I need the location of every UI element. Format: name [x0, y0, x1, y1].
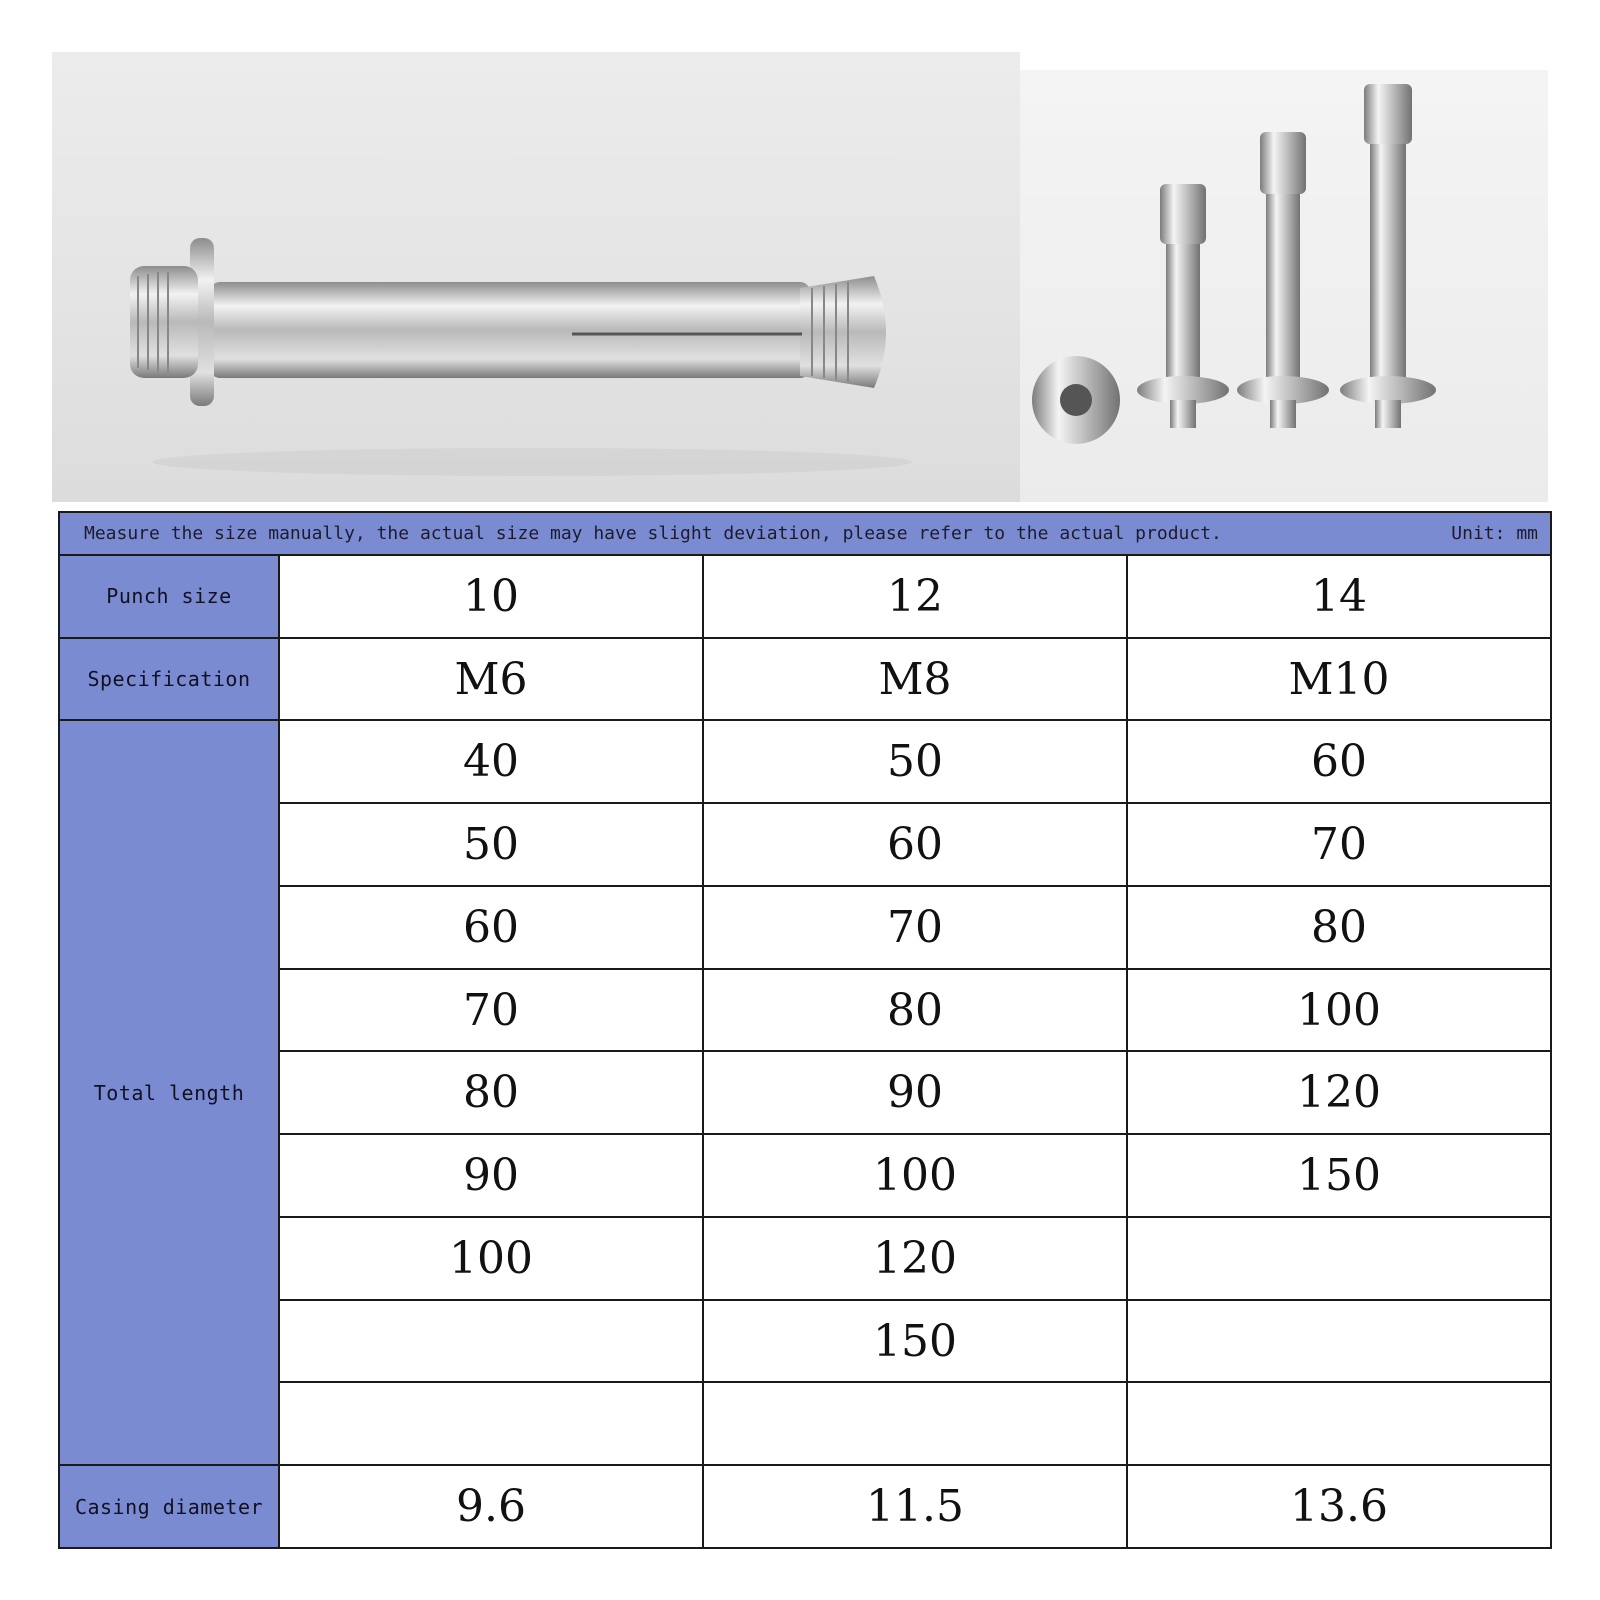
total-length-value: 100 [279, 1217, 703, 1300]
total-length-value [703, 1382, 1127, 1465]
notice-bar [59, 512, 1551, 555]
total-length-value: 60 [279, 886, 703, 969]
unit-label: Unit: mm [1451, 522, 1538, 544]
specification-value: M8 [703, 638, 1127, 721]
table-row [59, 1382, 1551, 1465]
casing-diameter-value: 11.5 [703, 1465, 1127, 1548]
punch-size-label: Punch size [59, 555, 279, 638]
total-length-value [279, 1382, 703, 1465]
notice-text: Measure the size manually, the actual size may have slight deviation, please refer to the actual product. [84, 522, 1222, 544]
table-row [59, 555, 1551, 638]
total-length-value: 50 [703, 720, 1127, 803]
table-row [59, 1300, 1551, 1383]
table-row [59, 1051, 1551, 1134]
table-row [59, 1465, 1551, 1548]
punch-size-value: 12 [703, 555, 1127, 638]
table-row [59, 720, 1551, 803]
table-row [59, 1134, 1551, 1217]
table-row [59, 638, 1551, 721]
total-length-value: 100 [703, 1134, 1127, 1217]
total-length-value: 70 [1127, 803, 1551, 886]
casing-diameter-value: 9.6 [279, 1465, 703, 1548]
total-length-value [1127, 1300, 1551, 1383]
total-length-value: 80 [1127, 886, 1551, 969]
punch-size-value: 10 [279, 555, 703, 638]
total-length-value: 70 [279, 969, 703, 1052]
total-length-value [1127, 1382, 1551, 1465]
table-row [59, 803, 1551, 886]
total-length-value: 150 [703, 1300, 1127, 1383]
total-length-value: 80 [703, 969, 1127, 1052]
table-row [59, 969, 1551, 1052]
total-length-value: 120 [1127, 1051, 1551, 1134]
punch-size-value: 14 [1127, 555, 1551, 638]
total-length-value: 70 [703, 886, 1127, 969]
total-length-value [1127, 1217, 1551, 1300]
total-length-value: 50 [279, 803, 703, 886]
casing-diameter-label: Casing diameter [59, 1465, 279, 1548]
expansion-bolt-set-photo [1020, 70, 1548, 502]
table-row [59, 886, 1551, 969]
total-length-value: 120 [703, 1217, 1127, 1300]
total-length-value: 60 [1127, 720, 1551, 803]
total-length-value: 60 [703, 803, 1127, 886]
specification-label: Specification [59, 638, 279, 721]
casing-diameter-value: 13.6 [1127, 1465, 1551, 1548]
total-length-value: 90 [279, 1134, 703, 1217]
total-length-label: Total length [59, 720, 279, 1465]
total-length-value: 80 [279, 1051, 703, 1134]
table-row [59, 1217, 1551, 1300]
total-length-value: 40 [279, 720, 703, 803]
total-length-value [279, 1300, 703, 1383]
spec-table [58, 511, 1552, 1549]
total-length-value: 100 [1127, 969, 1551, 1052]
specification-value: M10 [1127, 638, 1551, 721]
total-length-value: 150 [1127, 1134, 1551, 1217]
expansion-bolt-photo [52, 52, 1020, 502]
specification-value: M6 [279, 638, 703, 721]
total-length-value: 90 [703, 1051, 1127, 1134]
